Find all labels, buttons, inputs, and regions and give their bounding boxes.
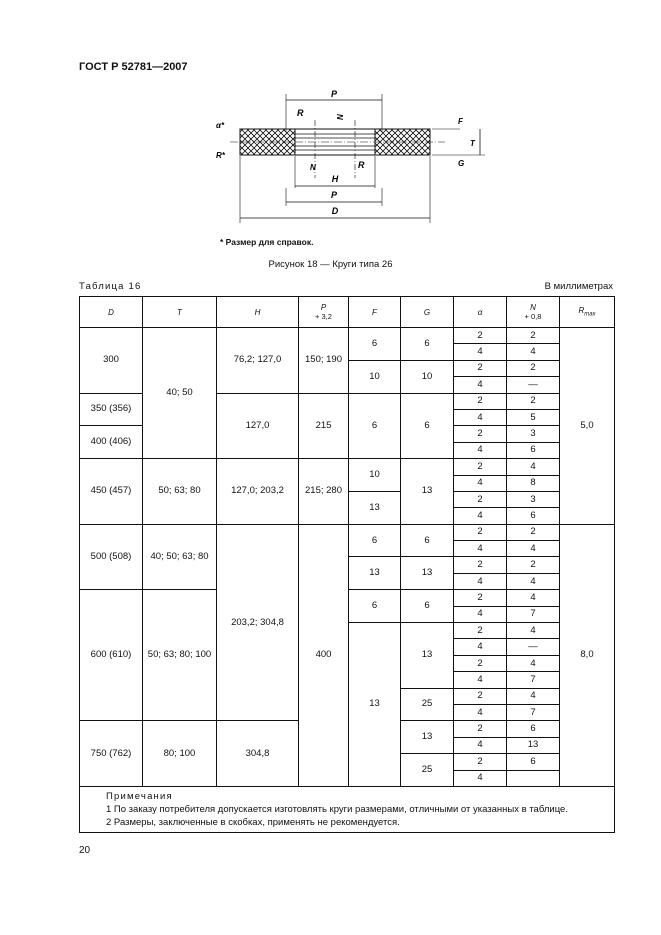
header-p-label: P	[320, 303, 327, 312]
cell-n: 2	[507, 360, 560, 376]
cell-g: 10	[401, 360, 454, 393]
table-name: Таблица 16	[79, 281, 142, 292]
cell-n: 2	[507, 393, 560, 409]
cell-alpha: 4	[454, 475, 507, 491]
cell-alpha: 4	[454, 541, 507, 557]
cell-alpha: 2	[454, 524, 507, 540]
notes-title: Примечания	[106, 790, 173, 802]
cell-p: 150; 190	[299, 328, 349, 394]
label-r-left: R*	[216, 151, 225, 160]
table-header-row	[80, 297, 615, 328]
notes-row	[80, 786, 615, 832]
note-1: 1 По заказу потребителя допускается изготовлять круги размерами, отличными от указанных в таблице.	[106, 803, 568, 815]
cell-alpha: 4	[454, 770, 507, 786]
document-header: ГОСТ Р 52781—2007	[79, 61, 188, 73]
cell-d: 750 (762)	[80, 721, 143, 787]
cell-alpha: 2	[454, 393, 507, 409]
cell-t: 50; 63; 80	[143, 459, 217, 525]
cell-n: —	[507, 639, 560, 655]
label-n-bottom: N	[310, 163, 316, 172]
cell-p: 215; 280	[299, 459, 349, 525]
label-g: G	[458, 159, 465, 168]
cell-h: 304,8	[217, 721, 299, 787]
note-2: 2 Размеры, заключенные в скобках, применять не рекомендуется.	[106, 816, 400, 828]
cell-g: 6	[401, 590, 454, 623]
cell-h: 203,2; 304,8	[217, 524, 299, 721]
cell-n: 4	[507, 573, 560, 589]
cell-t: 40; 50	[143, 328, 217, 459]
cell-n: 4	[507, 344, 560, 360]
cell-g: 13	[401, 459, 454, 525]
wheel-drawing	[200, 88, 500, 233]
cell-r: 5,0	[560, 328, 615, 525]
cell-f: 10	[349, 459, 401, 492]
table-notes	[80, 786, 615, 832]
label-n-top: N	[336, 114, 345, 120]
cell-alpha: 4	[454, 344, 507, 360]
cell-n: 2	[507, 328, 560, 344]
cell-f: 6	[349, 524, 401, 557]
table-units: В миллиметрах	[544, 281, 613, 292]
header-g: G	[401, 297, 454, 328]
cell-f: 6	[349, 590, 401, 623]
cell-alpha: 2	[454, 557, 507, 573]
label-r-bottom: R	[358, 160, 365, 170]
cell-n: 2	[507, 524, 560, 540]
cell-alpha: 4	[454, 377, 507, 393]
cell-n: 6	[507, 442, 560, 458]
header-r-label: R	[578, 306, 585, 316]
cell-alpha: 2	[454, 360, 507, 376]
cell-n: 6	[507, 508, 560, 524]
header-alpha: α	[454, 297, 507, 328]
label-d: D	[331, 206, 339, 216]
cell-g: 13	[401, 623, 454, 689]
label-t: T	[470, 139, 475, 148]
cell-f: 6	[349, 328, 401, 361]
cell-alpha: 2	[454, 328, 507, 344]
label-p-bottom: P	[330, 190, 338, 200]
cell-g: 6	[401, 328, 454, 361]
cell-alpha: 2	[454, 655, 507, 671]
cell-f: 6	[349, 393, 401, 459]
cell-d: 600 (610)	[80, 590, 143, 721]
cell-n: 8	[507, 475, 560, 491]
cell-g: 13	[401, 557, 454, 590]
cell-alpha: 2	[454, 688, 507, 704]
table-row	[80, 459, 615, 475]
cell-alpha: 4	[454, 442, 507, 458]
cell-g: 25	[401, 688, 454, 721]
cell-h: 127,0; 203,2	[217, 459, 299, 525]
cell-t: 80; 100	[143, 721, 217, 787]
cell-n: 3	[507, 426, 560, 442]
cell-d: 300	[80, 328, 143, 394]
cell-alpha: 4	[454, 704, 507, 720]
cell-n: 4	[507, 688, 560, 704]
cell-alpha: 4	[454, 573, 507, 589]
cell-alpha: 4	[454, 737, 507, 753]
cell-n: 13	[507, 737, 560, 753]
cell-alpha: 4	[454, 409, 507, 425]
header-n-tolerance: + 0,8	[524, 312, 542, 321]
table-row	[80, 328, 615, 344]
cell-alpha: 2	[454, 590, 507, 606]
cell-n: 4	[507, 590, 560, 606]
header-n	[507, 297, 560, 328]
cell-alpha: 4	[454, 639, 507, 655]
dimensions-table	[79, 296, 615, 833]
cell-alpha: 2	[454, 754, 507, 770]
label-f: F	[458, 117, 463, 126]
figure-footnote: * Размер для справок.	[220, 237, 314, 247]
header-h: H	[217, 297, 299, 328]
cell-n: 4	[507, 655, 560, 671]
cell-n: 7	[507, 672, 560, 688]
cell-g: 25	[401, 754, 454, 787]
cell-n: 4	[507, 459, 560, 475]
cell-n: 4	[507, 623, 560, 639]
cell-n: 2	[507, 557, 560, 573]
label-h: H	[331, 174, 339, 184]
cell-alpha: 4	[454, 508, 507, 524]
cell-f: 10	[349, 360, 401, 393]
header-r-sub: max	[584, 311, 596, 318]
cell-g: 6	[401, 393, 454, 459]
cell-n: 3	[507, 491, 560, 507]
cell-p: 400	[299, 524, 349, 786]
cell-alpha: 2	[454, 491, 507, 507]
cell-d: 500 (508)	[80, 524, 143, 590]
cell-n: 5	[507, 409, 560, 425]
cell-d: 350 (356)	[80, 393, 143, 426]
cell-n: 7	[507, 704, 560, 720]
cell-f: 13	[349, 623, 401, 787]
cell-n: 4	[507, 541, 560, 557]
cell-d: 400 (406)	[80, 426, 143, 459]
cell-alpha: 4	[454, 606, 507, 622]
cell-g: 13	[401, 721, 454, 754]
cell-g: 6	[401, 524, 454, 557]
cell-alpha: 2	[454, 459, 507, 475]
cell-h: 127,0	[217, 393, 299, 459]
cell-d: 450 (457)	[80, 459, 143, 525]
cell-f: 13	[349, 491, 401, 524]
label-p-top: P	[330, 89, 338, 99]
cell-alpha: 2	[454, 623, 507, 639]
header-f: F	[349, 297, 401, 328]
cell-n	[507, 770, 560, 786]
cell-h: 76,2; 127,0	[217, 328, 299, 394]
cell-alpha: 4	[454, 672, 507, 688]
cell-t: 40; 50; 63; 80	[143, 524, 217, 590]
cell-p: 215	[299, 393, 349, 459]
cell-f: 13	[349, 557, 401, 590]
cell-n: —	[507, 377, 560, 393]
header-r	[560, 297, 615, 328]
header-p-tolerance: + 3,2	[315, 312, 332, 321]
cell-n: 7	[507, 606, 560, 622]
cell-alpha: 2	[454, 721, 507, 737]
cell-r: 8,0	[560, 524, 615, 786]
cell-alpha: 2	[454, 426, 507, 442]
table-row	[80, 524, 615, 540]
page-number: 20	[79, 845, 91, 856]
cell-n: 6	[507, 754, 560, 770]
cell-t: 50; 63; 80; 100	[143, 590, 217, 721]
label-r-top: R	[297, 108, 304, 118]
figure-caption: Рисунок 18 — Круги типа 26	[268, 259, 393, 270]
label-alpha: α*	[216, 121, 225, 130]
header-n-label: N	[530, 303, 536, 312]
cell-n: 6	[507, 721, 560, 737]
header-t: T	[143, 297, 217, 328]
header-p	[299, 297, 349, 328]
header-d: D	[80, 297, 143, 328]
